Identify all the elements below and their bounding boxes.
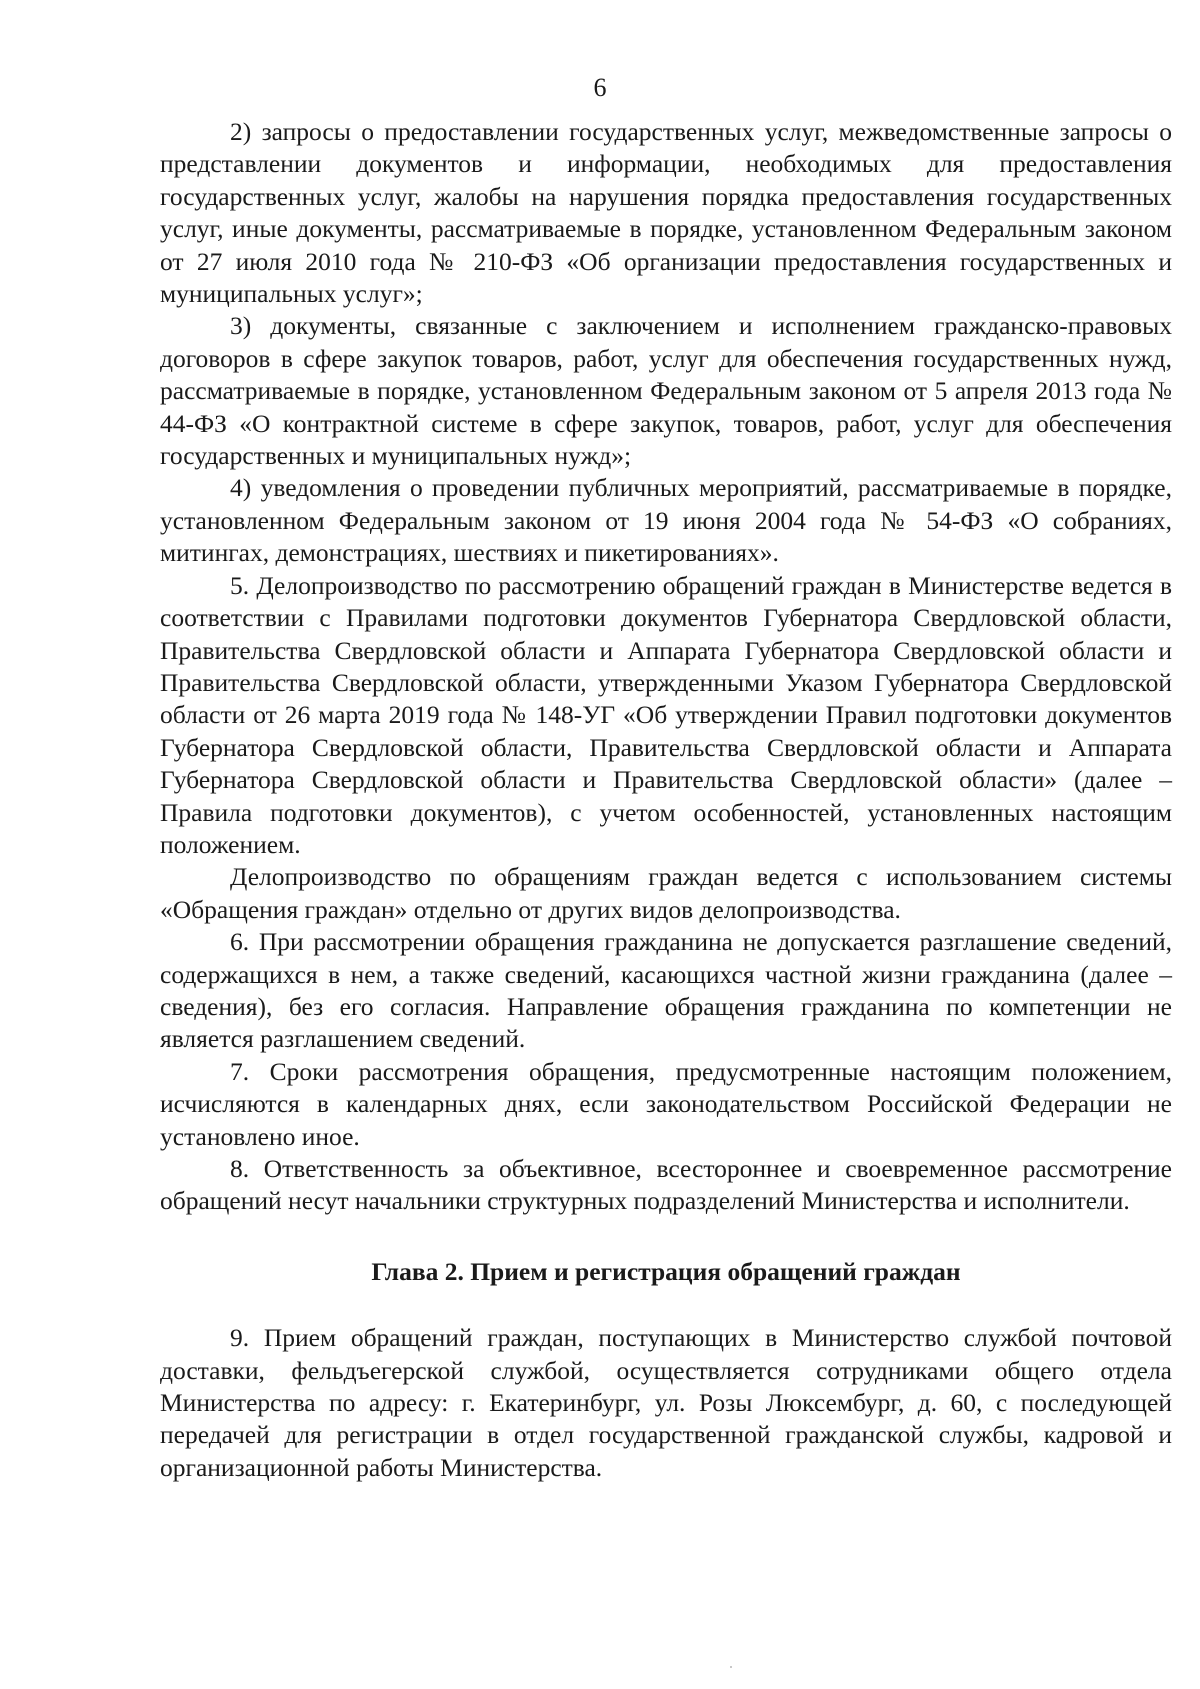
- paragraph-clause-6-confidentiality: 6. При рассмотрении обращения гражданина не допускается разглашение сведений, содержащихся в нем, а также сведений, касающихся частной жизни гражданина (далее – сведения), без его согласия. Направление обращения гражданина по компетенции не является разглашением сведений.: [160, 927, 1172, 1054]
- paragraph-item-4-notifications: 4) уведомления о проведении публичных мероприятий, рассматриваемые в порядке, установленном Федеральным законом от 19 июня 2004 года № 54-ФЗ «О собраниях, митингах, демонстрациях, шествиях и пикетированиях».: [160, 473, 1172, 568]
- paragraph-item-2-requests: 2) запросы о предоставлении государственных услуг, межведомственные запросы о представлении документов и информации, необходимых для предоставления государственных услуг, жалобы на нарушения порядка предоставления государственных услуг, иные документы, рассматриваемые в порядке, установленном Федеральным законом от 27 июля 2010 года № 210-ФЗ «Об организации предоставления государственных и муниципальных услуг»;: [160, 117, 1172, 309]
- paragraph-clause-9-reception: 9. Прием обращений граждан, поступающих в Министерство службой почтовой доставки, фельдъегерской службой, осуществляется сотрудниками общего отдела Министерства по адресу: г. Екатеринбург, ул. Розы Люксембург, д. 60, с последующей передачей для регистрации в отдел государственной гражданской службы, кадровой и организационной работы Министерства.: [160, 1323, 1172, 1482]
- paragraph-clause-8-responsibility: 8. Ответственность за объективное, всестороннее и своевременное рассмотрение обращений несут начальники структурных подразделений Министерства и исполнители.: [160, 1154, 1172, 1216]
- page-number: 6: [593, 73, 607, 102]
- chapter-title: Глава 2. Прием и регистрация обращений граждан: [371, 1256, 961, 1286]
- paragraph-clause-7-deadlines: 7. Сроки рассмотрения обращения, предусмотренные настоящим положением, исчисляются в календарных днях, если законодательством Российской Федерации не установлено иное.: [160, 1056, 1172, 1151]
- document-body: [160, 116, 1172, 1484]
- paragraph-clause-5-records-management: 5. Делопроизводство по рассмотрению обращений граждан в Министерстве ведется в соответствии с Правилами подготовки документов Губернатора Свердловской области, Правительства Свердловской области и Аппарата Губернатора Свердловской области и Правительства Свердловской области, утвержденными Указом Губернатора Свердловской области от 26 марта 2019 года № 148-УГ «Об утверждении Правил подготовки документов Губернатора Свердловской области, Правительства Свердловской области и Аппарата Губернатора Свердловской области и Правительства Свердловской области» (далее – Правила подготовки документов), с учетом особенностей, установленных настоящим положением.: [160, 570, 1172, 859]
- paragraph-item-3-contracts: 3) документы, связанные с заключением и исполнением гражданско-правовых договоров в сфере закупок товаров, работ, услуг для обеспечения государственных нужд, рассматриваемые в порядке, установленном Федеральным законом от 5 апреля 2013 года № 44-ФЗ «О контрактной системе в сфере закупок, товаров, работ, услуг для обеспечения государственных и муниципальных нужд»;: [160, 311, 1172, 471]
- paragraph-records-system: Делопроизводство по обращениям граждан ведется с использованием системы «Обращения граждан» отдельно от других видов делопроизводства.: [160, 862, 1172, 924]
- scan-speck: [730, 1666, 732, 1668]
